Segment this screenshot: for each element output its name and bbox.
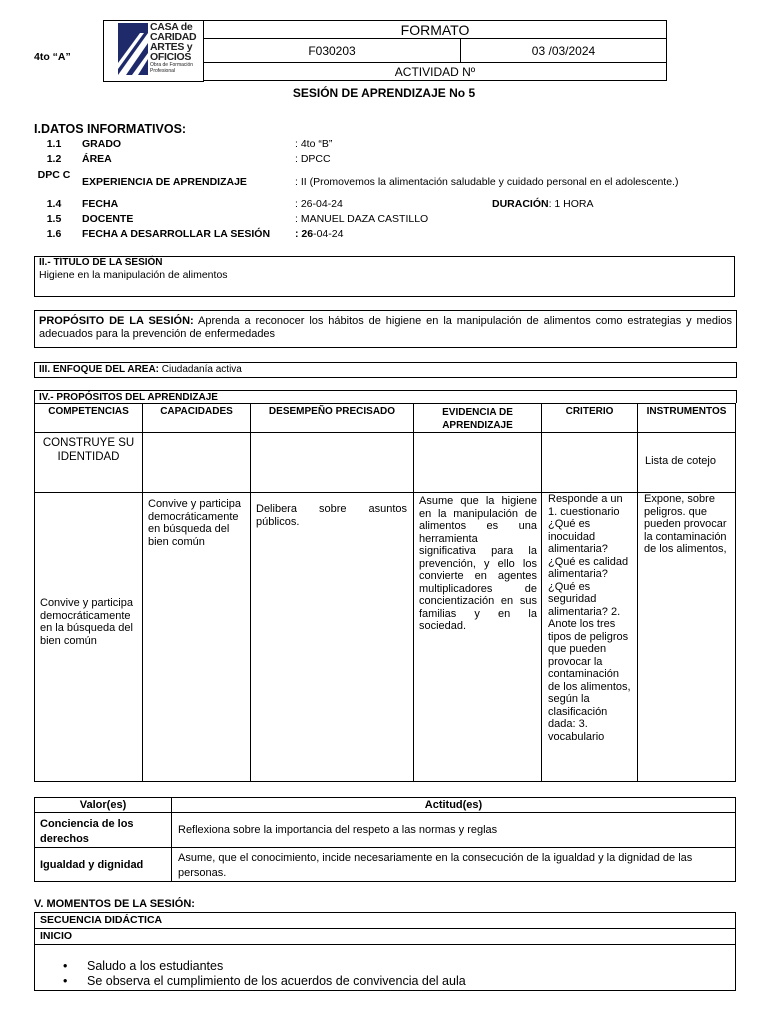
bullet-text-1: Saludo a los estudiantes [87, 959, 224, 973]
datos-num-5: 1.5 [46, 213, 62, 225]
enfoque-box [34, 362, 737, 378]
bullet-item-2 [63, 974, 735, 989]
grade-tag: 4to “A” [34, 51, 71, 63]
row2-evidencia: Asume que la higiene en la manipulación de alimentos es una herramienta significativa para la prevención, y ello los convierte en agentes multiplicadores de concientización en sus familias y en la sociedad. [414, 493, 542, 782]
col-competencias: COMPETENCIAS [35, 404, 143, 433]
datos-value-area: : DPCC [295, 153, 331, 165]
datos-value-experiencia: : II (Promovemos la alimentación saludable y cuidado personal en el adolescente.) [295, 176, 679, 188]
row2-desempeno: Delibera sobre asuntos públicos. [251, 493, 414, 782]
row2-instrumento: Expone, sobre peligros. que pueden provocar la contaminación de los alimentos, [638, 493, 736, 782]
datos-value-fecha-sesion [295, 228, 343, 240]
titulo-heading: II.- TÍTULO DE LA SESIÓN [35, 257, 735, 269]
col-capacidades: CAPACIDADES [143, 404, 251, 433]
logo [103, 20, 204, 82]
activity-label: ACTIVIDAD Nº [204, 63, 667, 81]
datos-num-6: 1.6 [46, 228, 62, 240]
datos-num-4: 1.4 [46, 198, 62, 210]
row1-competencia: CONSTRUYE SU IDENTIDAD [35, 433, 143, 493]
session-title: SESIÓN DE APRENDIZAJE No 5 [292, 86, 476, 100]
enfoque-text: Ciudadanía activa [159, 364, 242, 375]
datos-value-fecha: : 26-04-24 [295, 198, 343, 210]
col-desempeno: DESEMPEÑO PRECISADO [251, 404, 414, 433]
fecha-sesion-rest: -04-24 [313, 228, 344, 240]
col-instrumentos: INSTRUMENTOS [638, 404, 736, 433]
format-date: 03 /03/2024 [461, 39, 667, 63]
duracion [492, 198, 594, 210]
col-evidencia: EVIDENCIA DE APRENDIZAJE [414, 404, 542, 433]
logo-line-3: ARTES y [150, 41, 193, 53]
datos-label-docente: DOCENTE [82, 213, 134, 225]
actitud-1: Reflexiona sobre la importancia del respeto a las normas y reglas [172, 813, 736, 848]
valores-table [34, 797, 736, 882]
formato-label: FORMATO [204, 21, 667, 39]
datos-value-docente: : MANUEL DAZA CASTILLO [295, 213, 429, 225]
bullet-icon: • [63, 959, 68, 973]
valor-2: Igualdad y dignidad [35, 848, 172, 882]
datos-label-grado: GRADO [82, 138, 122, 150]
duracion-value: : 1 HORA [548, 198, 594, 210]
row2-competencia: Convive y participa democráticamente en la búsqueda del bien común [35, 493, 143, 782]
col-criterio: CRITERIO [542, 404, 638, 433]
proposito-text: Aprenda a reconocer los hábitos de higiene en la manipulación de alimentos como estrategias y medios adecuados para la prevención de enfermedades [39, 315, 733, 340]
secuencia-label: SECUENCIA DIDÁCTICA [35, 913, 736, 929]
inicio-content [35, 945, 736, 991]
duracion-label: DURACIÓN [492, 198, 549, 210]
logo-line-1: CASA de [150, 21, 193, 33]
datos-num-1: 1.1 [46, 138, 62, 150]
propositos-heading: IV.- PROPÓSITOS DEL APRENDIZAJE [34, 390, 737, 403]
row1-desempeno [251, 433, 414, 493]
datos-label-area: ÁREA [82, 153, 112, 165]
row2-criterio: Responde a un 1. cuestionario ¿Qué es inocuidad alimentaria? ¿Qué es calidad alimentaria? ¿Qué es seguridad alimentaria? 2. Anote los tres tipos de peligros que pueden provocar la contaminación de los alimentos, según la clasificación dada: 3. vocabulario [542, 493, 638, 782]
format-code: F030203 [204, 39, 461, 63]
datos-value-grado: : 4to “B” [295, 138, 333, 150]
datos-label-experiencia: EXPERIENCIA DE APRENDIZAJE [82, 176, 247, 188]
col-actitud: Actitud(es) [172, 798, 736, 813]
datos-num-2: 1.2 [46, 153, 62, 165]
row2-capacidad: Convive y participa democráticamente en búsqueda del bien común [143, 493, 251, 782]
inicio-label: INICIO [35, 929, 736, 945]
bullet-item-1 [63, 959, 735, 974]
datos-label-fecha: FECHA [82, 198, 119, 210]
fecha-sesion-prefix: : 26 [295, 228, 314, 240]
propositos-table [34, 403, 736, 782]
datos-label-fecha-sesion: FECHA A DESARROLLAR LA SESIÓN [82, 228, 271, 240]
logo-line-4: OFICIOS [150, 51, 192, 63]
bullet-text-2: Se observa el cumplimiento de los acuerdos de convivencia del aula [87, 974, 466, 988]
proposito-box [34, 310, 737, 348]
momentos-table [34, 912, 736, 991]
bullet-icon: • [63, 974, 68, 988]
row1-capacidad [143, 433, 251, 493]
actitud-2: Asume, que el conocimiento, incide necesariamente en la consecución de la igualdad y la dignidad de las personas. [172, 848, 736, 882]
row1-instrumento: Lista de cotejo [638, 433, 736, 493]
logo-line-2: CARIDAD [150, 31, 197, 43]
titulo-text: Higiene en la manipulación de alimentos [35, 269, 735, 297]
logo-subtitle: Obra de Formación Profesional [150, 62, 194, 74]
col-valor: Valor(es) [35, 798, 172, 813]
format-header [203, 20, 667, 81]
enfoque-label: III. ENFOQUE DEL AREA: [39, 364, 160, 375]
datos-num-3: DPC C [37, 169, 71, 181]
datos-heading: I.DATOS INFORMATIVOS: [34, 122, 187, 136]
titulo-box [34, 256, 735, 297]
row1-criterio [542, 433, 638, 493]
valor-1: Conciencia de los derechos [35, 813, 172, 848]
row1-evidencia [414, 433, 542, 493]
logo-icon [118, 23, 148, 75]
momentos-heading: V. MOMENTOS DE LA SESIÓN: [34, 898, 195, 910]
proposito-label: PROPÓSITO DE LA SESIÓN: [39, 315, 194, 327]
